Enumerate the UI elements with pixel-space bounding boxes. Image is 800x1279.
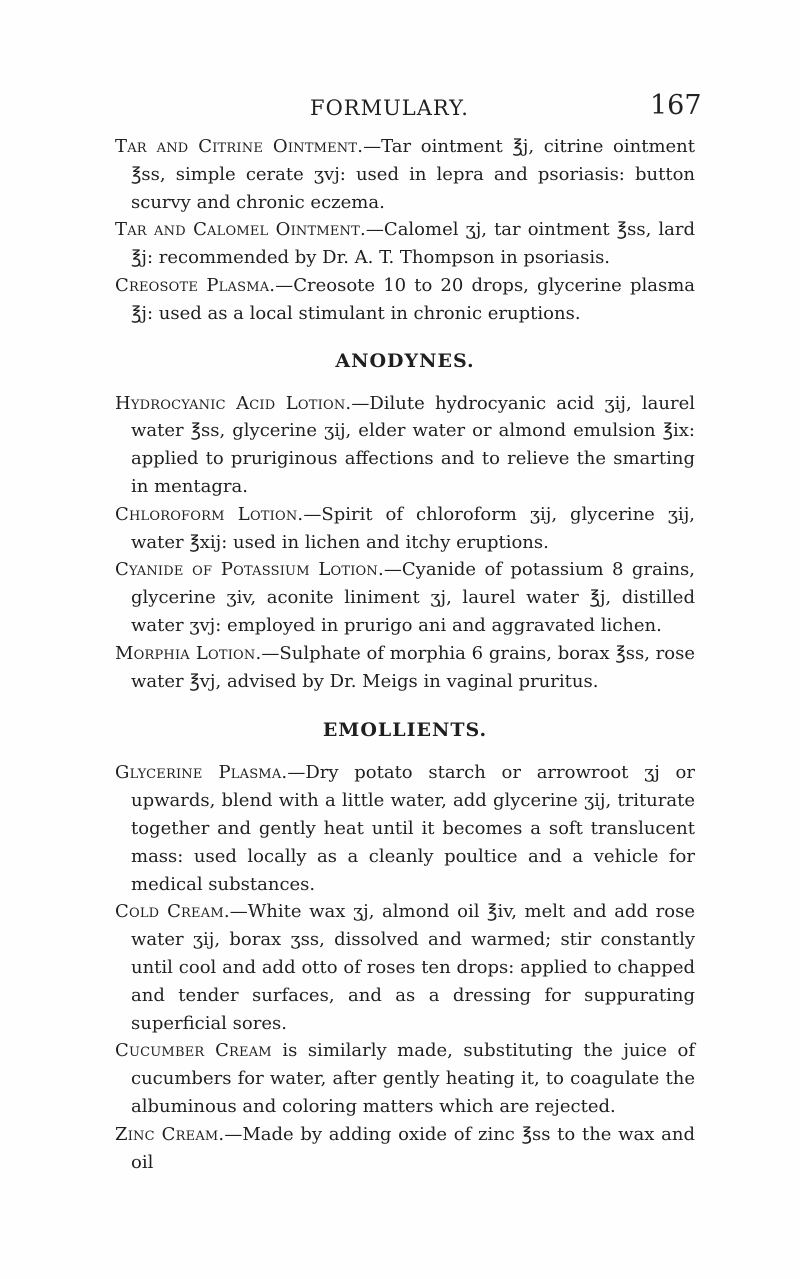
page-body xyxy=(115,133,695,1176)
formula-text: —Cyanide of potassium 8 grains, glycerine ʒiv, aconite liniment ʒj, laurel water ℥j, distilled water ʒvj: employed in prurigo ani and aggravated lichen. xyxy=(131,559,695,636)
formula-text: —White wax ʒj, almond oil ℥iv, melt and add rose water ʒij, borax ʒss, dissolved and warmed; stir constantly until cool and add otto of roses ten drops: applied to chapped and tender surfaces, and as a dressing for suppurating superficial sores. xyxy=(131,901,695,1034)
formula-entry xyxy=(115,133,695,216)
formula-text: —Dilute hydrocyanic acid ʒij, laurel water ℥ss, glycerine ʒij, elder water or almond emulsion ℥ix: applied to pruriginous affections and to relieve the smarting in mentagra. xyxy=(131,392,696,497)
formula-entry xyxy=(115,390,695,501)
formula-name: Glycerine Plasma. xyxy=(115,762,288,784)
formula-entry xyxy=(115,759,695,898)
section-heading-emollients: EMOLLIENTS. xyxy=(322,719,488,742)
formula-name: Zinc Cream. xyxy=(115,1123,225,1145)
formula-name: Morphia Lotion. xyxy=(115,642,262,664)
formula-name: Tar and Citrine Ointment. xyxy=(115,136,364,157)
formula-text: —Spirit of chloroform ʒij, glycerine ʒij, water ℥xij: used in lichen and itchy eruptions. xyxy=(131,503,695,553)
formula-entry xyxy=(115,556,695,639)
formula-text: —Made by adding oxide of zinc ℥ss to the wax and oil xyxy=(131,1123,695,1173)
formula-text: —Sulphate of morphia 6 grains, borax ℥ss, rose water ℥vj, advised by Dr. Meigs in vaginal pruritus. xyxy=(131,642,695,692)
page-number: 167 xyxy=(650,90,702,121)
formula-name: Creosote Plasma. xyxy=(115,274,276,296)
formula-entry xyxy=(115,501,695,557)
formula-name: Hydrocyanic Acid Lotion. xyxy=(115,392,352,414)
formula-text: —Dry potato starch or arrowroot ʒj or upwards, blend with a little water, add glycerine ʒij, triturate together and gently heat until it becomes a soft translucent mass: used locally as a cleanly poultice and a vehicle for medical substances. xyxy=(131,762,695,895)
formula-name: Chloroform Lotion. xyxy=(115,503,304,525)
formula-text: is similarly made, substituting the juice of cucumbers for water, after gently heating it, to coagulate the albuminous and coloring matters which are rejected. xyxy=(131,1040,696,1117)
formula-name: Cold Cream. xyxy=(115,901,230,923)
formula-name: Tar and Calomel Ointment. xyxy=(115,219,366,241)
formula-name: Cucumber Cream xyxy=(115,1040,272,1062)
formula-entry xyxy=(115,272,695,328)
formula-entry xyxy=(115,898,695,1037)
formula-text: —Tar ointment ℥j, citrine ointment ℥ss, simple cerate ʒvj: used in lepra and psoriasis: button scurvy and chronic eczema. xyxy=(131,136,695,213)
formula-text: —Calomel ʒj, tar ointment ℥ss, lard ℥j: recommended by Dr. A. T. Thompson in psoriasis. xyxy=(131,219,695,269)
formula-entry xyxy=(115,640,695,696)
formula-entry xyxy=(115,1121,695,1177)
formula-name: Cyanide of Potassium Lotion. xyxy=(115,559,384,581)
section-heading-anodynes: ANODYNES. xyxy=(335,349,475,372)
running-head: FORMULARY. xyxy=(310,96,469,120)
formula-text: —Creosote 10 to 20 drops, glycerine plasma ℥j: used as a local stimulant in chronic eruptions. xyxy=(131,274,695,324)
formula-entry xyxy=(115,216,695,272)
formula-entry xyxy=(115,1037,695,1120)
